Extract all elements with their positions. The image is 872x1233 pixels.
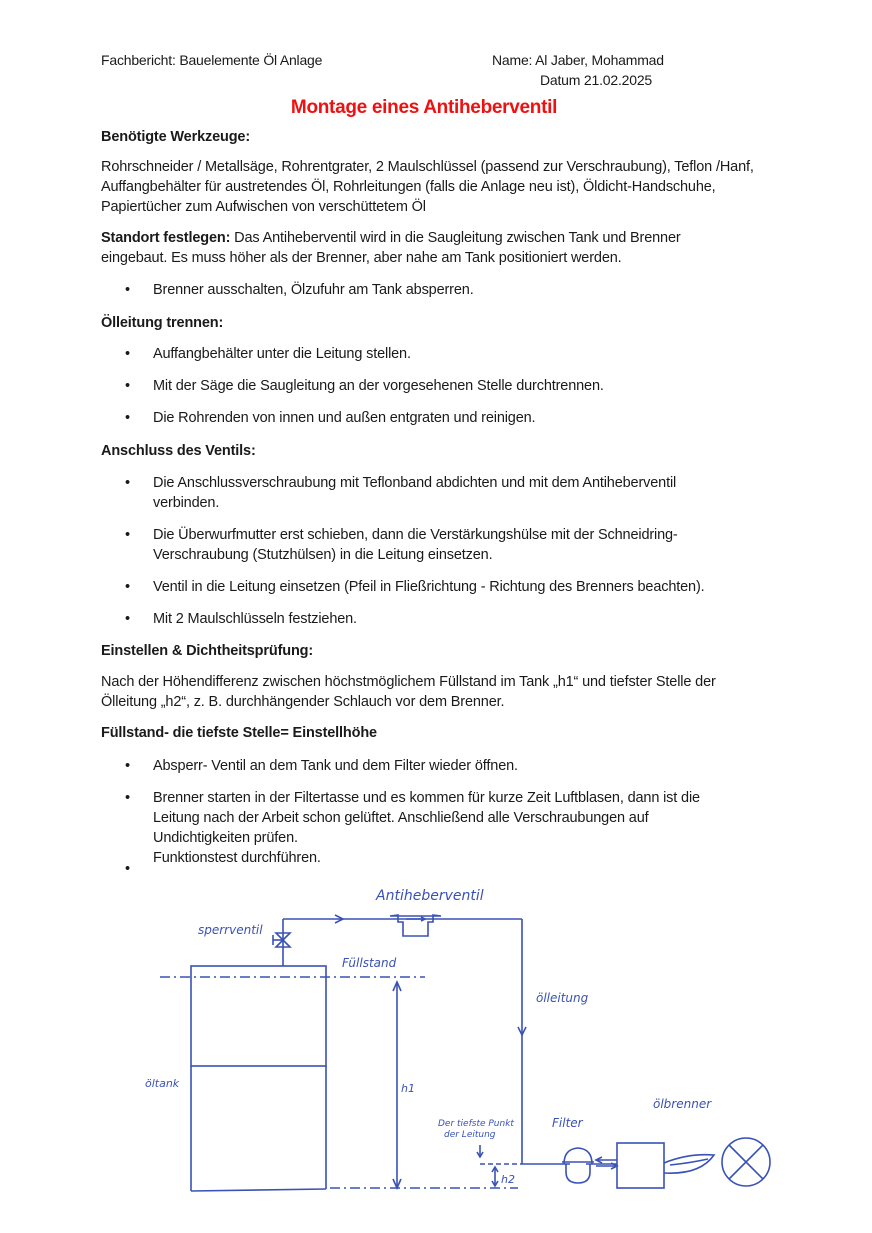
label-h1: h1	[401, 1082, 415, 1095]
adjust-text: Nach der Höhendifferenz zwischen höchstmöglichem Füllstand im Tank „h1“ und tiefster Stelle der Ölleitung „h2“, z. B. durchhängender Schlauch vor dem Brenner.	[101, 674, 716, 710]
label-antiheberventil: Antiheberventil	[376, 888, 484, 904]
location-heading: Standort festlegen:	[101, 230, 231, 246]
page-title: Montage eines Antiheberventil	[290, 97, 558, 118]
location-text: Das Antiheberventil wird in die Saugleitung zwischen Tank und Brenner eingebaut. Es muss höher als der Brenner, aber nahe am Tank positioniert werden.	[101, 230, 681, 266]
anti-siphon-valve-icon	[390, 915, 441, 936]
header-left: Fachbericht: Bauelemente Öl Anlage	[101, 52, 323, 68]
oil-tank-shape	[191, 966, 326, 1066]
label-h2: h2	[501, 1173, 515, 1186]
tools-heading: Benötigte Werkzeuge:	[101, 129, 251, 145]
label-oeltank: öltank	[145, 1077, 180, 1090]
label-filter: Filter	[552, 1116, 583, 1130]
label-oelbrenner: ölbrenner	[653, 1097, 712, 1111]
location-paragraph	[101, 228, 731, 268]
header-name: Name: Al Jaber, Mohammad	[492, 52, 664, 68]
label-tiefster-punkt-1: Der tiefste Punkt	[438, 1119, 514, 1129]
flame-icon	[664, 1155, 714, 1174]
label-fuellstand: Füllstand	[342, 956, 397, 970]
label-tiefster-punkt-2: der Leitung	[444, 1130, 496, 1140]
tools-text: Rohrschneider / Metallsäge, Rohrentgrater, 2 Maulschlüssel (passend zur Verschraubung), Teflon /Hanf, Auffangbehälter für austretendes Öl, Rohrleitungen (falls die Anlage neu ist), Öldicht-Handschuhe, Papiertücher zum Aufwischen von verschüttetem Öl	[101, 159, 754, 215]
label-oelleitung: ölleitung	[536, 991, 589, 1005]
adjust-heading: Einstellen & Dichtheitsprüfung:	[101, 643, 314, 659]
label-sperrventil: sperrventil	[198, 923, 263, 937]
adjust-subheading: Füllstand- die tiefste Stelle= Einstellhöhe	[101, 725, 377, 741]
hydraulic-diagram	[140, 875, 790, 1205]
connect-heading: Anschluss des Ventils:	[101, 443, 256, 459]
cut-heading: Ölleitung trennen:	[101, 315, 224, 331]
oil-burner-icon	[617, 1143, 664, 1188]
header-date: Datum 21.02.2025	[540, 72, 652, 88]
